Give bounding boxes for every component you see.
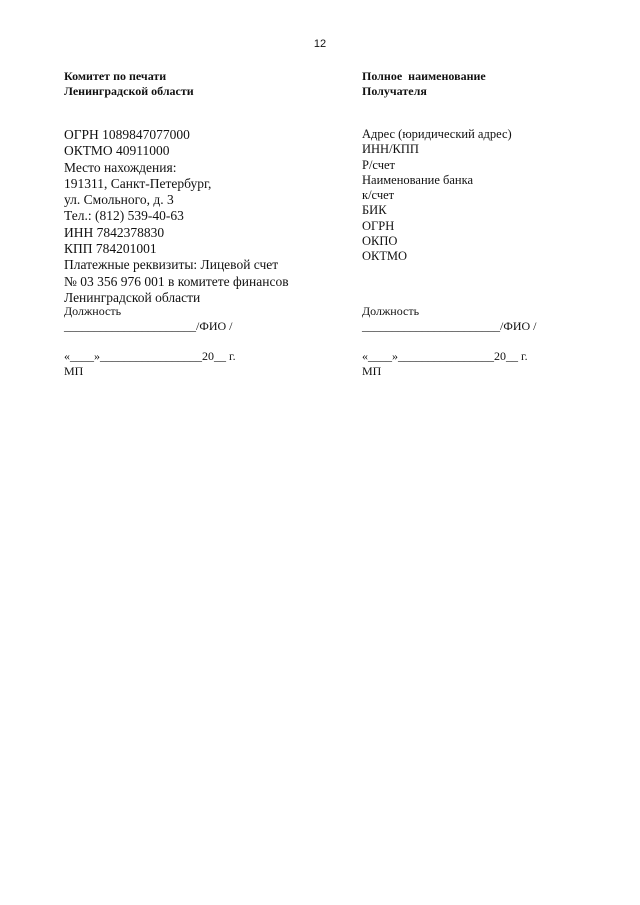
left-party-heading	[64, 69, 344, 99]
left-signature-block	[64, 304, 236, 378]
right-stamp-label: МП	[362, 363, 382, 378]
left-date-line: «____»_________________20__ г.	[64, 349, 236, 363]
right-detail-corr-account: к/счет	[362, 188, 395, 203]
right-party-details	[362, 127, 602, 265]
right-fio-line: _______________________/ФИО /	[362, 318, 537, 333]
left-detail-region: Ленинградской области	[64, 289, 201, 305]
right-detail-bik: БИК	[362, 203, 387, 218]
right-detail-bank-name: Наименование банка	[362, 172, 474, 187]
left-detail-city: 191311, Санкт-Петербург,	[64, 175, 212, 191]
left-detail-street: ул. Смольного, д. 3	[64, 192, 174, 208]
left-detail-inn: ИНН 7842378830	[64, 224, 165, 240]
left-detail-kpp: КПП 784201001	[64, 241, 157, 257]
right-signature-block	[362, 304, 536, 378]
right-detail-address: Адрес (юридический адрес)	[362, 127, 512, 141]
right-position-label: Должность	[362, 304, 420, 318]
left-heading-line-2: Ленинградской области	[64, 84, 194, 98]
right-detail-ogrn: ОГРН	[362, 218, 395, 233]
left-detail-location-label: Место нахождения:	[64, 159, 177, 175]
right-heading-line-1: Полное наименование	[362, 69, 486, 83]
right-detail-account: Р/счет	[362, 157, 396, 172]
right-party-column	[362, 69, 602, 265]
right-detail-oktmo: ОКТМО	[362, 249, 407, 264]
left-detail-phone: Тел.: (812) 539-40-63	[64, 208, 184, 224]
right-date-line: «____»________________20__ г.	[362, 349, 528, 363]
left-detail-ogrn: ОГРН 1089847077000	[64, 127, 190, 142]
right-heading-line-2: Получателя	[362, 84, 427, 98]
page-number: 12	[313, 38, 327, 50]
left-fio-line: ______________________/ФИО /	[64, 318, 233, 333]
left-position-label: Должность	[64, 304, 122, 318]
left-party-details	[64, 127, 344, 306]
left-stamp-label: МП	[64, 363, 84, 378]
left-detail-account: № 03 356 976 001 в комитете финансов	[64, 273, 289, 289]
left-detail-oktmo: ОКТМО 40911000	[64, 143, 170, 159]
right-party-heading	[362, 69, 602, 99]
right-detail-inn-kpp: ИНН/КПП	[362, 142, 419, 157]
right-detail-okpo: ОКПО	[362, 234, 398, 249]
left-party-column	[64, 69, 344, 306]
left-detail-payment-label: Платежные реквизиты: Лицевой счет	[64, 257, 279, 273]
left-heading-line-1: Комитет по печати	[64, 69, 167, 83]
